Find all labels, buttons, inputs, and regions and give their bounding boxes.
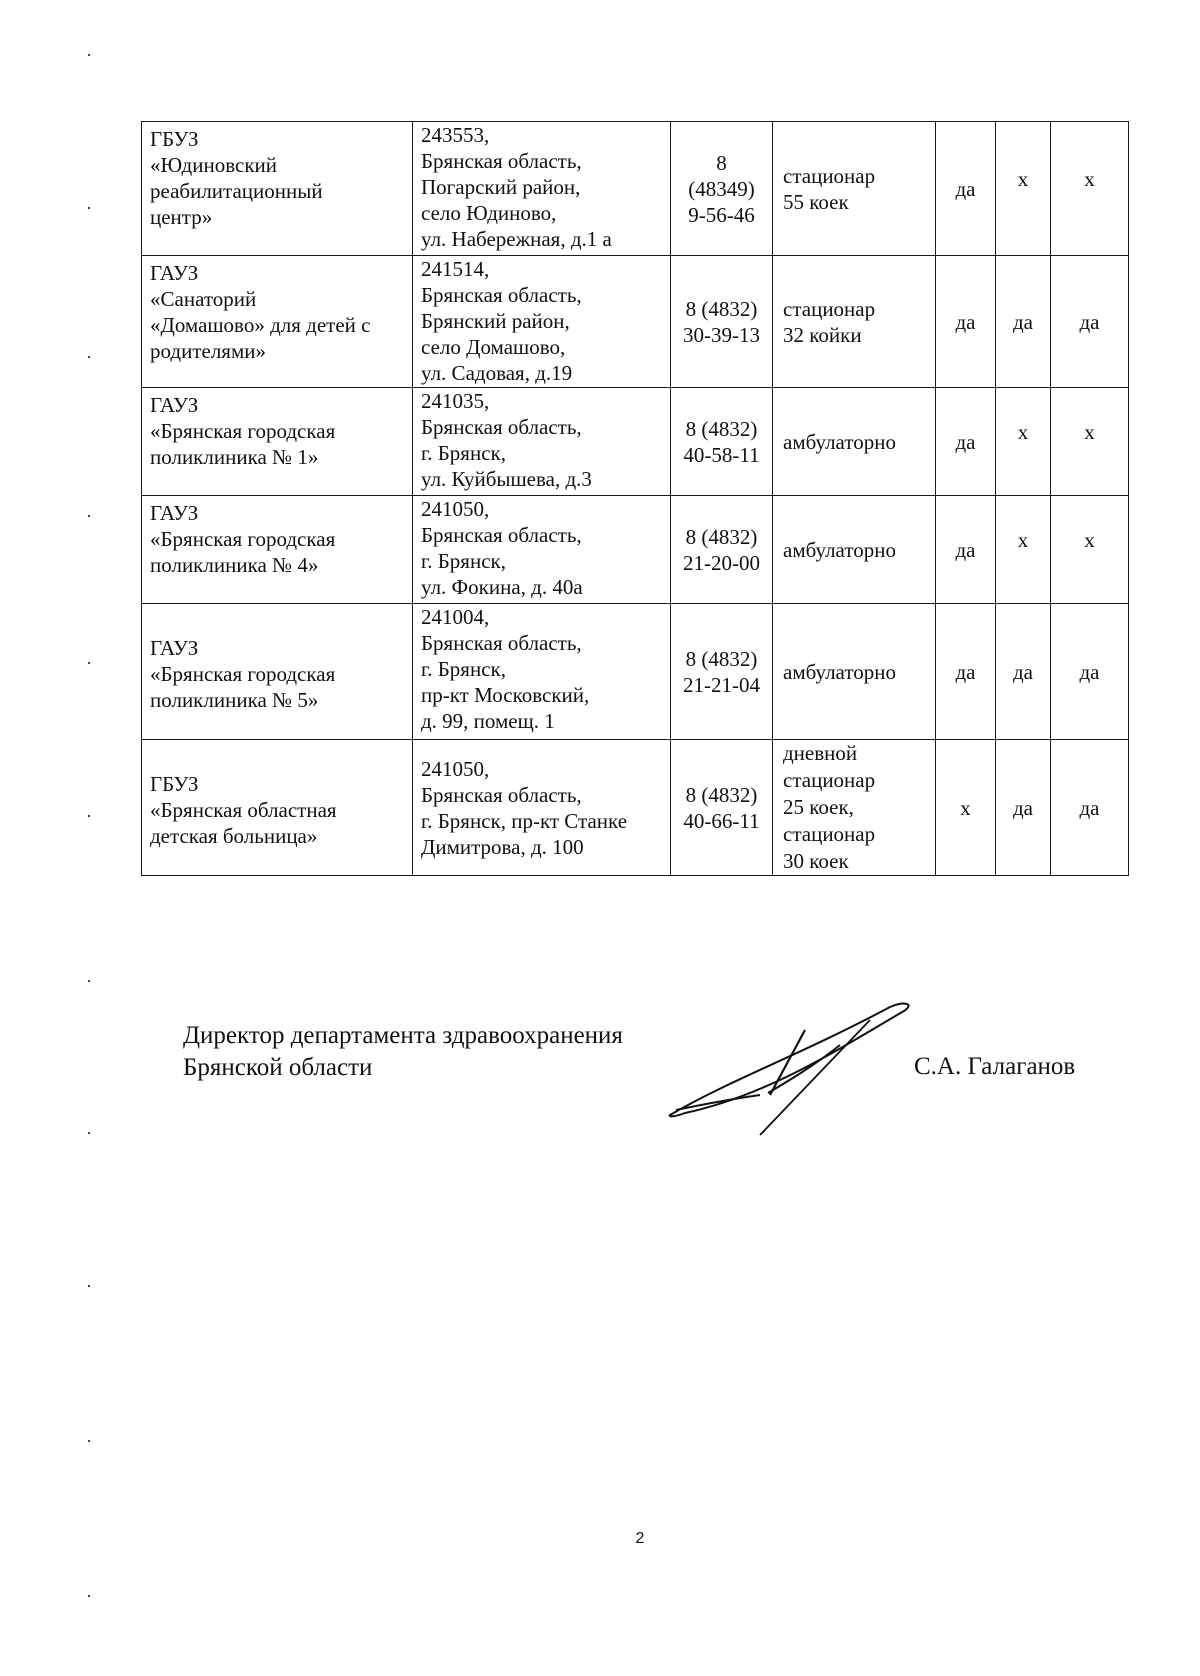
page-number: 2: [635, 1530, 645, 1547]
facility-name-cell: ГБУЗ «Юдиновский реабилитационный центр»: [142, 122, 413, 256]
flag-cell-3: да: [1051, 256, 1129, 388]
table-row: [142, 256, 1129, 388]
flag-cell-2: да: [996, 604, 1051, 740]
facility-phone-cell: 8 (4832) 30-39-13: [671, 256, 773, 388]
facility-address-cell: 241004, Брянская область, г. Брянск, пр-кт Московский, д. 99, помещ. 1: [413, 604, 671, 740]
margin-dot: [88, 1285, 90, 1287]
facility-type-cell: амбулаторно: [773, 604, 936, 740]
margin-dot: [88, 980, 90, 982]
table-row: [142, 122, 1129, 256]
facility-phone-cell: 8 (48349) 9-56-46: [671, 122, 773, 256]
margin-dot: [88, 662, 90, 664]
facility-type-cell: стационар 55 коек: [773, 122, 936, 256]
signatory-name: С.А. Галаганов: [914, 1053, 1076, 1080]
position-line-1: Директор департамента здравоохранения: [183, 1022, 623, 1049]
facility-phone-cell: 8 (4832) 21-21-04: [671, 604, 773, 740]
margin-dot: [88, 815, 90, 817]
flag-cell-1: да: [936, 256, 996, 388]
flag-cell-2: х: [996, 496, 1051, 604]
flag-cell-1: да: [936, 604, 996, 740]
facility-name-cell: ГАУЗ «Санаторий «Домашово» для детей с родителями»: [142, 256, 413, 388]
flag-cell-3: да: [1051, 604, 1129, 740]
facility-address-cell: 241050, Брянская область, г. Брянск, пр-кт Станке Димитрова, д. 100: [413, 740, 671, 876]
facility-address-cell: 241514, Брянская область, Брянский район, село Домашово, ул. Садовая, д.19: [413, 256, 671, 388]
facility-type-cell: амбулаторно: [773, 496, 936, 604]
flag-cell-3: да: [1051, 740, 1129, 876]
facility-name-cell: ГАУЗ «Брянская городская поликлиника № 1»: [142, 388, 413, 496]
facility-address-cell: 241050, Брянская область, г. Брянск, ул. Фокина, д. 40а: [413, 496, 671, 604]
table-row: [142, 604, 1129, 740]
position-line-2: Брянской области: [183, 1054, 373, 1081]
facility-address-cell: 243553, Брянская область, Погарский район, село Юдиново, ул. Набережная, д.1 а: [413, 122, 671, 256]
margin-dot: [88, 207, 90, 209]
facility-phone-cell: 8 (4832) 21-20-00: [671, 496, 773, 604]
table-row: [142, 496, 1129, 604]
flag-cell-3: х: [1051, 496, 1129, 604]
facility-phone-cell: 8 (4832) 40-66-11: [671, 740, 773, 876]
margin-dot: [88, 1595, 90, 1597]
flag-cell-1: да: [936, 496, 996, 604]
margin-dot: [88, 515, 90, 517]
facility-phone-cell: 8 (4832) 40-58-11: [671, 388, 773, 496]
margin-dot: [88, 1132, 90, 1134]
flag-cell-1: да: [936, 122, 996, 256]
flag-cell-1: х: [936, 740, 996, 876]
facility-name-cell: ГАУЗ «Брянская городская поликлиника № 4»: [142, 496, 413, 604]
facility-name-cell: ГАУЗ «Брянская городская поликлиника № 5»: [142, 604, 413, 740]
margin-dot: [88, 356, 90, 358]
flag-cell-2: да: [996, 740, 1051, 876]
handwritten-signature: [640, 985, 940, 1145]
flag-cell-2: х: [996, 388, 1051, 496]
facility-type-cell: стационар 32 койки: [773, 256, 936, 388]
flag-cell-3: х: [1051, 122, 1129, 256]
facility-type-cell: дневной стационар 25 коек, стационар 30 коек: [773, 740, 936, 876]
facility-address-cell: 241035, Брянская область, г. Брянск, ул. Куйбышева, д.3: [413, 388, 671, 496]
table-row: [142, 740, 1129, 876]
margin-dot: [88, 1440, 90, 1442]
table-row: [142, 388, 1129, 496]
signatory-position: [183, 1020, 623, 1084]
margin-dot: [88, 54, 90, 56]
flag-cell-2: х: [996, 122, 1051, 256]
facility-type-cell: амбулаторно: [773, 388, 936, 496]
facilities-table: [141, 121, 1129, 876]
facility-name-cell: ГБУЗ «Брянская областная детская больница»: [142, 740, 413, 876]
flag-cell-2: да: [996, 256, 1051, 388]
flag-cell-1: да: [936, 388, 996, 496]
flag-cell-3: х: [1051, 388, 1129, 496]
